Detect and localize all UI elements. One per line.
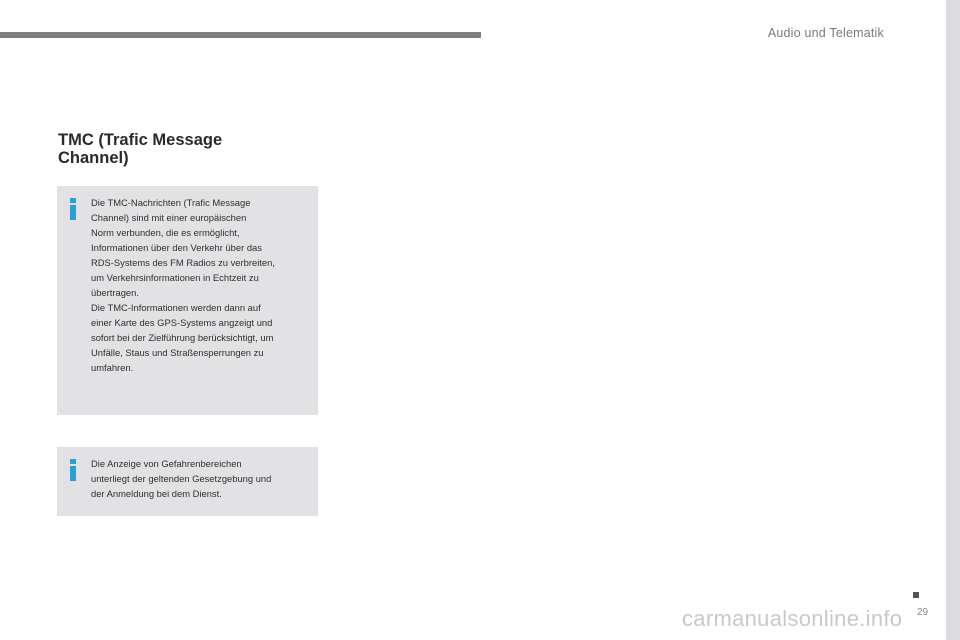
info-icon xyxy=(70,198,76,220)
page-number: 29 xyxy=(917,607,929,618)
page-heading xyxy=(58,131,318,167)
heading-line-2: Channel) xyxy=(58,149,129,167)
side-strip xyxy=(946,0,960,640)
header-rule xyxy=(0,32,481,38)
section-title: Audio und Telematik xyxy=(767,26,884,40)
info-box-text: Die TMC-Nachrichten (Trafic Message Channel) sind mit einer europäischen Norm verbunden, die es ermöglicht, Informationen über den Verkehr über das RDS-Systems des FM Radios zu verbreiten, um Verkehrsinformationen in Echtzeit zu übertragen. Die TMC-Informationen werden dann auf einer Karte des GPS-Systems angzeigt und sofort bei der Zielführung berücksichtigt, um Unfälle, Staus und Straßensperrungen zu umfahren. xyxy=(91,197,275,373)
info-box-text: Die Anzeige von Gefahrenbereichen unterliegt der geltenden Gesetzgebung und der Anmeldung bei dem Dienst. xyxy=(91,458,272,499)
info-box-tmc xyxy=(57,186,318,415)
watermark: carmanualsonline.info xyxy=(682,606,903,631)
info-box-danger-zones xyxy=(57,447,318,516)
heading-line-1: TMC (Trafic Message xyxy=(58,131,223,149)
info-icon xyxy=(70,459,76,481)
page-marker xyxy=(913,592,919,598)
